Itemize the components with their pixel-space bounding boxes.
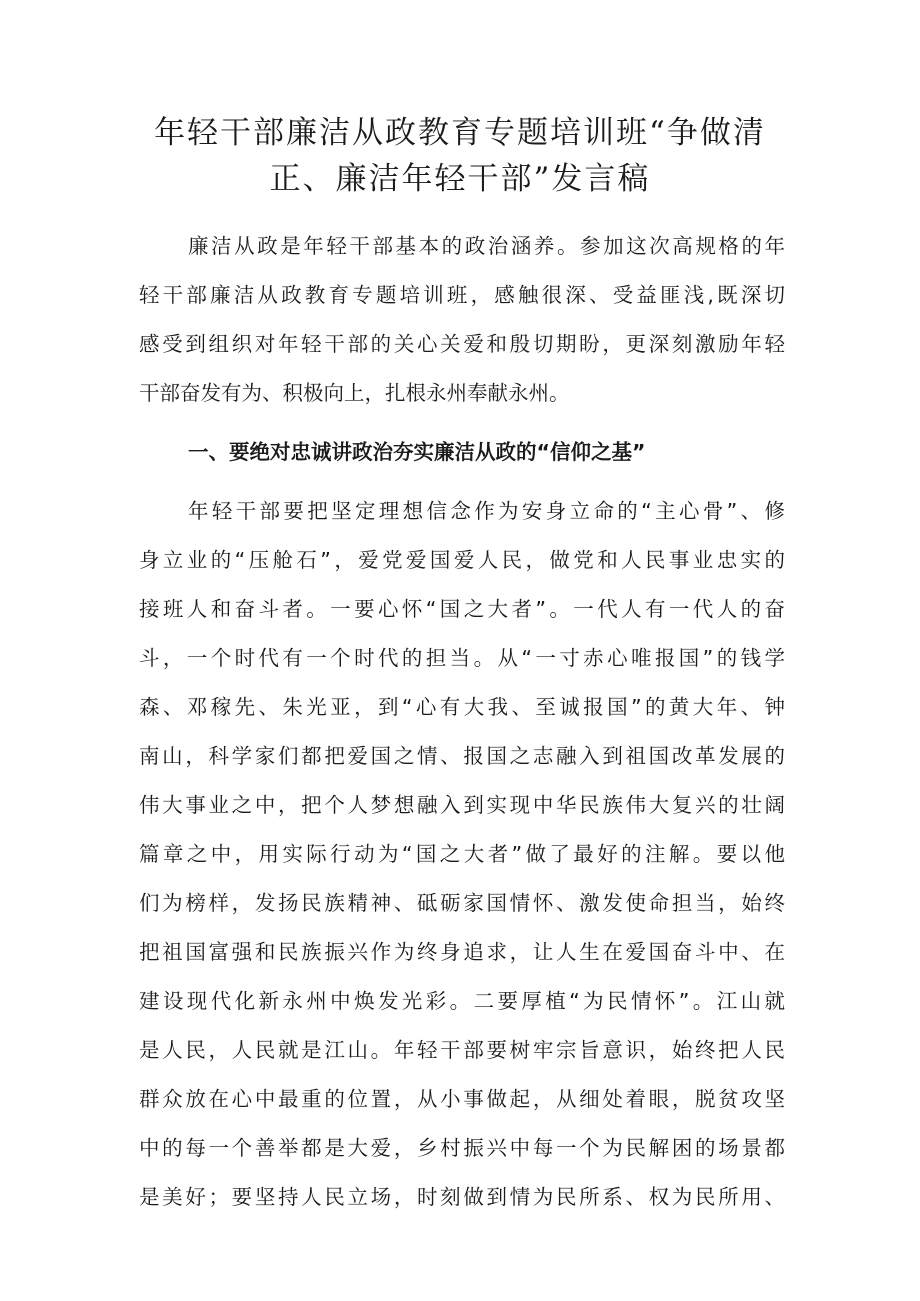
paragraph-2-line: 中的每一个善举都是大爱，乡村振兴中每一个为民解困的场景都 <box>139 1136 785 1160</box>
paragraph-2-line: 伟大事业之中，把个人梦想融入到实现中华民族伟大复兴的壮阔 <box>139 793 785 817</box>
paragraph-2-line: 群众放在心中最重的位置，从小事做起，从细处着眼，脱贫攻坚 <box>139 1087 785 1111</box>
paragraph-1-line: 干部奋发有为、积极向上，扎根永州奉献永州。 <box>139 381 570 405</box>
paragraph-2-line: 斗，一个时代有一个时代的担当。从“一寸赤心唯报国”的钱学 <box>139 646 785 670</box>
paragraph-2-line: 接班人和奋斗者。一要心怀“国之大者”。一代人有一代人的奋 <box>139 597 785 621</box>
paragraph-2-line: 们为榜样，发扬民族精神、砥砺家国情怀、激发使命担当，始终 <box>139 891 785 915</box>
paragraph-2-line: 把祖国富强和民族振兴作为终身追求，让人生在爱国奋斗中、在 <box>139 940 785 964</box>
paragraph-2-line: 南山，科学家们都把爱国之情、报国之志融入到祖国改革发展的 <box>139 744 785 768</box>
paragraph-1-line: 感受到组织对年轻干部的关心关爱和殷切期盼，更深刻激励年轻 <box>139 332 785 356</box>
paragraph-2-line: 身立业的“压舱石”，爱党爱国爱人民，做党和人民事业忠实的 <box>139 548 785 572</box>
paragraph-2-line: 是美好；要坚持人民立场，时刻做到情为民所系、权为民所用、 <box>139 1185 785 1209</box>
paragraph-2-line: 是人民，人民就是江山。年轻干部要树牢宗旨意识，始终把人民 <box>139 1038 785 1062</box>
paragraph-2-line: 篇章之中，用实际行动为“国之大者”做了最好的注解。要以他 <box>139 842 785 866</box>
paragraph-1-line: 轻干部廉洁从政教育专题培训班，感触很深、受益匪浅,既深切 <box>139 283 785 307</box>
document-title-line-1: 年轻干部廉洁从政教育专题培训班“争做清 <box>154 115 766 151</box>
paragraph-2-line: 建设现代化新永州中焕发光彩。二要厚植“为民情怀”。江山就 <box>139 989 785 1013</box>
paragraph-2-line: 年轻干部要把坚定理想信念作为安身立命的“主心骨”、修 <box>188 499 785 523</box>
section-heading-1: 一、要绝对忠诚讲政治夯实廉洁从政的“信仰之基” <box>188 440 646 464</box>
paragraph-2-line: 森、邓稼先、朱光亚，到“心有大我、至诚报国”的黄大年、钟 <box>139 695 785 719</box>
document-title-line-2: 正、廉洁年轻干部”发言稿 <box>269 161 651 197</box>
paragraph-1-line: 廉洁从政是年轻干部基本的政治涵养。参加这次高规格的年 <box>188 234 785 258</box>
